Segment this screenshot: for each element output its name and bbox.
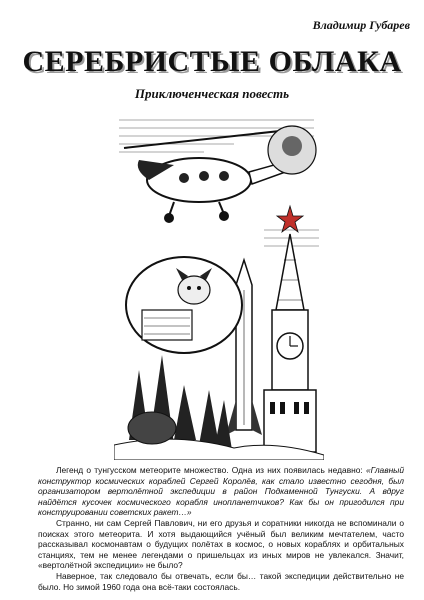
dog-drawing	[126, 257, 242, 353]
paragraph-3: Наверное, так следовало бы отвечать, если бы… такой экспедиции действительно не было. Но зимой 1960 года она всё-таки состоялась.	[38, 570, 404, 592]
page-title: СЕРЕБРИСТЫЕ ОБЛАКА	[22, 45, 402, 78]
kremlin-tower-drawing	[264, 206, 316, 452]
paragraph-1	[38, 465, 404, 518]
article-text	[38, 465, 404, 592]
paragraph-1-quote: «Главный конструктор космических кораблей Сергей Королёв, как стало известно сегодня, был организатором вертолётной экспедиции в район Подкаменной Тунгуски. А вдруг найдётся кусочек космического корабля инопланетчиков? Как бы он пригодился при конструировании советских ракет…»	[38, 465, 404, 518]
paragraph-2: Странно, ни сам Сергей Павлович, ни его друзья и соратники никогда не вспоминали о поисках этого метеорита. И хотя выдающийся учёный был великим мечтателем, часто рассказывал космонавтам о будущих полётах в космос, о новых кораблях и орбитальных станциях, тем не менее легендами о пришельцах из иных миров не увлекался. Значит, «вертолётной экспедиции» не было?	[38, 517, 404, 571]
illustration	[114, 110, 324, 460]
subtitle: Приключенческая повесть	[134, 86, 290, 101]
paragraph-1-text: Легенд о тунгусском метеорите множество. Одна из них появилась недавно:	[56, 465, 366, 475]
author-name: Владимир Губарев	[312, 18, 410, 32]
illustration-drawing	[114, 110, 324, 460]
